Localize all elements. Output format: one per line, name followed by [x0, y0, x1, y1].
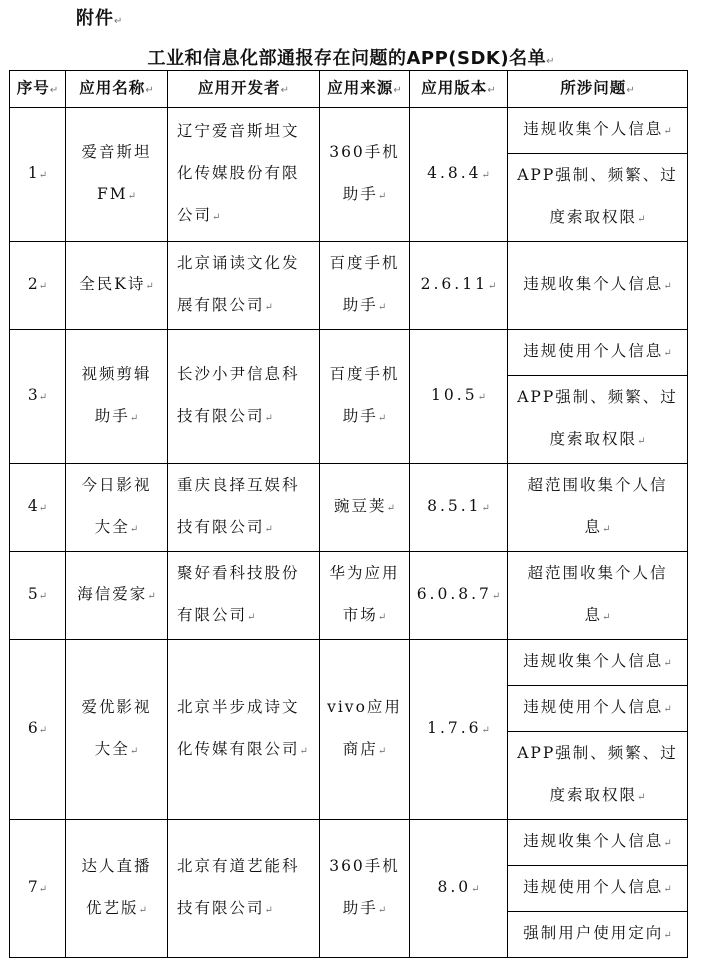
- source-cell: [320, 108, 410, 242]
- app-name-cell: [66, 108, 168, 242]
- cell-line: 全民K诗↵: [79, 275, 154, 293]
- source-cell: [320, 640, 410, 820]
- cell-line: 重庆良择互娱科: [177, 476, 300, 494]
- app-name-cell: [66, 820, 168, 958]
- cell-line: 违规收集个人信息↵: [523, 832, 672, 850]
- cell-line: 北京半步成诗文: [177, 698, 300, 716]
- cell-line: 息↵: [584, 606, 611, 624]
- cell-line: 超范围收集个人信: [527, 564, 668, 582]
- header-cell: 序号↵: [10, 71, 66, 108]
- cell-line: 技有限公司↵: [177, 407, 273, 425]
- cell-line: 违规收集个人信息↵: [523, 652, 672, 670]
- issue-cell: [508, 866, 688, 912]
- table-row: [10, 330, 688, 376]
- source-cell: [320, 330, 410, 464]
- table-row: [10, 464, 688, 552]
- issue-cell: [508, 108, 688, 154]
- cell-line: 商店↵: [342, 740, 387, 758]
- row-number-cell: 7↵: [10, 820, 66, 958]
- cell-line: 360手机: [329, 143, 400, 161]
- cell-line: 爱音斯坦: [81, 143, 152, 161]
- table-row: [10, 820, 688, 866]
- annex-label: 附件↵: [76, 8, 123, 29]
- cell-line: 技有限公司↵: [177, 518, 273, 536]
- cell-line: 辽宁爱音斯坦文: [177, 122, 300, 140]
- developer-cell: [168, 552, 320, 640]
- document-title: 工业和信息化部通报存在问题的APP(SDK)名单↵: [147, 48, 555, 69]
- row-number-cell: 3↵: [10, 330, 66, 464]
- issue-cell: [508, 464, 688, 552]
- header-cell: 应用版本↵: [410, 71, 508, 108]
- row-number-cell: 1↵: [10, 108, 66, 242]
- cell-line: 大全↵: [94, 740, 139, 758]
- issue-cell: [508, 242, 688, 330]
- developer-cell: [168, 640, 320, 820]
- version-cell: 6.0.8.7↵: [410, 552, 508, 640]
- cell-line: 强制用户使用定向↵: [523, 924, 672, 942]
- developer-cell: [168, 820, 320, 958]
- cell-line: 华为应用: [329, 564, 400, 582]
- row-number-cell: 5↵: [10, 552, 66, 640]
- cell-line: 视频剪辑: [81, 365, 152, 383]
- cell-line: 有限公司↵: [177, 606, 256, 624]
- issue-cell: [508, 820, 688, 866]
- cell-line: vivo应用: [327, 698, 402, 716]
- cell-line: 化传媒有限公司↵: [177, 740, 308, 758]
- header-cell: 应用名称↵: [66, 71, 168, 108]
- cell-line: 助手↵: [342, 296, 387, 314]
- source-cell: [320, 464, 410, 552]
- developer-cell: [168, 242, 320, 330]
- header-cell: 应用开发者↵: [168, 71, 320, 108]
- cell-line: 百度手机: [329, 365, 400, 383]
- cell-line: 今日影视: [81, 476, 152, 494]
- cell-line: 长沙小尹信息科: [177, 365, 300, 383]
- table-body: [10, 108, 688, 958]
- table-header-row: [10, 71, 688, 108]
- source-cell: [320, 820, 410, 958]
- cell-line: 市场↵: [342, 606, 387, 624]
- cell-line: APP强制、频繁、过: [517, 166, 678, 184]
- cell-line: 超范围收集个人信: [527, 476, 668, 494]
- cell-line: APP强制、频繁、过: [517, 744, 678, 762]
- cell-line: 爱优影视: [81, 698, 152, 716]
- cell-line: 北京诵读文化发: [177, 254, 300, 272]
- app-name-cell: [66, 464, 168, 552]
- cell-line: 公司↵: [177, 206, 221, 224]
- developer-cell: [168, 330, 320, 464]
- header-cell: 应用来源↵: [320, 71, 410, 108]
- app-name-cell: [66, 330, 168, 464]
- version-cell: 8.5.1↵: [410, 464, 508, 552]
- issue-cell: [508, 330, 688, 376]
- cell-line: 360手机: [329, 857, 400, 875]
- cell-line: 度索取权限↵: [549, 208, 646, 226]
- cell-line: 大全↵: [94, 518, 139, 536]
- cell-line: 技有限公司↵: [177, 899, 273, 917]
- cell-line: 违规使用个人信息↵: [523, 878, 672, 896]
- row-number-cell: 2↵: [10, 242, 66, 330]
- cell-line: 助手↵: [342, 185, 387, 203]
- cell-line: 百度手机: [329, 254, 400, 272]
- app-name-cell: [66, 552, 168, 640]
- cell-line: 违规使用个人信息↵: [523, 342, 672, 360]
- cell-line: 助手↵: [342, 407, 387, 425]
- cell-line: 助手↵: [94, 407, 139, 425]
- version-cell: 4.8.4↵: [410, 108, 508, 242]
- row-number-cell: 6↵: [10, 640, 66, 820]
- cell-line: FM↵: [96, 185, 137, 203]
- issue-cell: [508, 154, 688, 242]
- issue-cell: [508, 912, 688, 958]
- app-name-cell: [66, 640, 168, 820]
- cell-line: APP强制、频繁、过: [517, 388, 678, 406]
- source-cell: [320, 552, 410, 640]
- table-row: [10, 552, 688, 640]
- app-list-table: [9, 70, 688, 958]
- version-cell: 2.6.11↵: [410, 242, 508, 330]
- cell-line: 优艺版↵: [86, 899, 147, 917]
- cell-line: 违规收集个人信息↵: [523, 120, 672, 138]
- cell-line: 展有限公司↵: [177, 296, 273, 314]
- developer-cell: [168, 108, 320, 242]
- issue-cell: [508, 552, 688, 640]
- cell-line: 违规使用个人信息↵: [523, 698, 672, 716]
- source-cell: [320, 242, 410, 330]
- cell-line: 达人直播: [81, 857, 152, 875]
- cell-line: 助手↵: [342, 899, 387, 917]
- cell-line: 化传媒股份有限: [177, 164, 300, 182]
- row-number-cell: 4↵: [10, 464, 66, 552]
- cell-line: 北京有道艺能科: [177, 857, 300, 875]
- issue-cell: [508, 640, 688, 686]
- cell-line: 聚好看科技股份: [177, 564, 300, 582]
- header-cell: 所涉问题↵: [508, 71, 688, 108]
- version-cell: 10.5↵: [410, 330, 508, 464]
- version-cell: 1.7.6↵: [410, 640, 508, 820]
- app-name-cell: [66, 242, 168, 330]
- cell-line: 违规收集个人信息↵: [523, 275, 672, 293]
- cell-line: 息↵: [584, 518, 611, 536]
- cell-line: 海信爱家↵: [77, 585, 156, 603]
- issue-cell: [508, 376, 688, 464]
- issue-cell: [508, 732, 688, 820]
- cell-line: 度索取权限↵: [549, 786, 646, 804]
- cell-line: 度索取权限↵: [549, 430, 646, 448]
- table-row: [10, 640, 688, 686]
- table-row: [10, 108, 688, 154]
- developer-cell: [168, 464, 320, 552]
- version-cell: 8.0↵: [410, 820, 508, 958]
- table-row: [10, 242, 688, 330]
- issue-cell: [508, 686, 688, 732]
- cell-line: 豌豆荚↵: [334, 497, 395, 515]
